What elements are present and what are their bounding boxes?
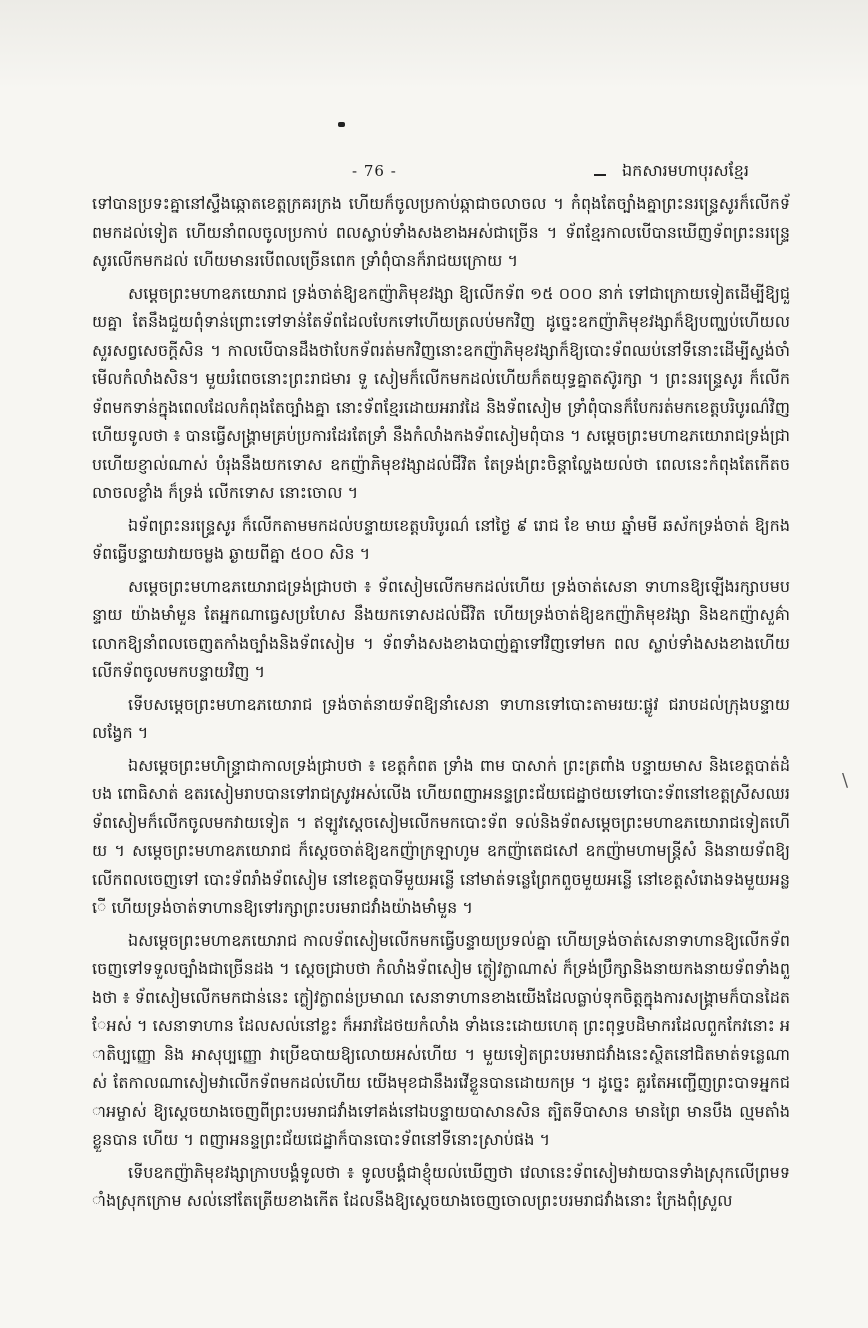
page-header [0, 156, 868, 186]
paragraph: ទៅបានប្រទះគ្នានៅស្ទឹងឆ្កោតខេត្តក្រគរក្រង ហើយក៏ចូលប្រកាប់ឆ្កាជាចលាចល ។ កំពុងតែច្បាំងគ្នាព្រះនរន្ទ្រេសូរក៏លើកទ័ពមកដល់ទៀត ហើយនាំពលចូលប្រកាប់ ពលស្លាប់ទាំងសងខាងអស់ជាច្រើន ។ ទ័ពខ្មែរកាលបើបានឃើញទ័ពព្រះនរន្ទ្រេសូរលើកមកដល់ ហើយមានរបើពលច្រើនពេក ទ្រាំពុំបានក៏រាជយក្រោយ ។ [92, 194, 790, 270]
scan-shade [0, 0, 868, 90]
paragraph: ឯសម្តេចព្រះមហិន្ទ្រាជាកាលទ្រង់ជ្រាបថា ៖ ខេត្តកំពត ទ្រាំង ពាម បាសាក់ ព្រះត្រពាំង បន្ទាយមាស និងខេត្តបាត់ដំបង ពោធិសាត់ ឧតរសៀមរាបបានទៅរាជស្រូវអស់លើង ហើយពញាអនន្ទព្រះជ័យជេដ្ឋាថយទៅបោះទ័ពនៅខេត្តស្រីសឈរ ទ័ពសៀមក៏លើកចូលមកវាយទៀត ។ ឥឡូវស្តេចសៀមលើកមកបោះទ័ព ទល់និងទ័ពសម្តេចព្រះមហាឧភយោរាជទៀតហើយ ។ សម្តេចព្រះមហាឧភយោរាជ ក៏ស្តេចចាត់ឱ្យឧកញ៉ាក្រឡាហូម ឧកញ៉ាតេជសៅ ឧកញ៉ាមហាមន្ត្រីសំ និងនាយទ័ពឱ្យលើកពលចេញទៅ បោះទ័ពរាំងទ័ពសៀម នៅខេត្តបាទីមួយអន្លើ នៅមាត់ទន្លេព្រែកពួចមួយអន្លើ នៅខេត្តសំរោងទងមួយអន្លើ ហើយទ្រង់ចាត់ទាហានឱ្យទៅរក្សាព្រះបរមរាជវាំងយ៉ាងមាំមួន ។ [92, 755, 790, 917]
page-number: - 76 - [352, 162, 397, 180]
ink-mark [338, 122, 345, 127]
running-title: ឯកសារមហាបុរសខ្មែរ [622, 161, 749, 180]
paragraph: សម្តេចព្រះមហាឧភយោរាជទ្រង់ជ្រាបថា ៖ ទ័ពសៀមលើកមកដល់ហើយ ទ្រង់ចាត់សេនា ទាហានឱ្យឡើងរក្សាបមបន្ទាយ យ៉ាងមាំមួន តែអ្នកណាធ្វេសប្រហែស នឹងយកទោសដល់ជីវិត ហើយទ្រង់ចាត់ឱ្យឧកញ៉ាភិមុខវង្សា និងឧកញ៉ាសួគ៌ាលោកឱ្យនាំពលចេញតកាំងច្បាំងនិងទ័ពសៀម ។ ទ័ពទាំងសងខាងបាញ់គ្នាទៅវិញទៅមក ពល ស្លាប់ទាំងសងខាងហើយលើកទ័ពចូលមកបន្ទាយវិញ ។ [92, 576, 790, 681]
paragraph: ទើបសម្តេចព្រះមហាឧភយោរាជ ទ្រង់ចាត់នាយទ័ពឱ្យនាំសេនា ទាហានទៅបោះតាមរយៈផ្លូវ ជរាបដល់ក្រុងបន្ទាយលង្វែក ។ [92, 694, 790, 742]
paragraph: ឯទ័ពព្រះនរន្ទ្រេសូរ ក៏លើកតាមមកដល់បន្ទាយខេត្តបរិបូរណ៌ នៅថ្ងៃ ៩ រោជ ខែ មាឃ ឆ្នាំមមី ឆស័កទ្រង់ចាត់ ឱ្យកងទ័ពធ្វើបន្ទាយវាយចម្លង ឆ្ងាយពីគ្នា ៥០០ សិន ។ [92, 515, 790, 563]
margin-tick-mark: \ [842, 770, 849, 791]
paragraph: ឯសម្តេចព្រះមហាឧភយោរាជ កាលទ័ពសៀមលើកមកធ្វើបន្ទាយប្រទល់គ្នា ហើយទ្រង់ចាត់សេនាទាហានឱ្យលើកទ័ពចេញទៅទទួលច្បាំងជាច្រើនដង ។ ស្តេចជ្រាបថា កំលាំងទ័ពសៀម ក្លៀវក្លាណាស់ ក៏ទ្រង់ប្រឹក្សានិងនាយកងនាយទ័ពទាំងពួងថា ៖ ទ័ពសៀមលើកមកជាន់នេះ ក្លៀវក្លាពន់ប្រមាណ សេនាទាហានខាងយើងដែលធ្លាប់ទុកចិត្តក្នុងការសង្គ្រាមក៏បានដៃតែអស់ ។ សេនាទាហាន ដែលសល់នៅខ្លះ ក៏អរាវដៃថយកំលាំង ទាំងនេះដោយហេតុ ព្រះពុទ្ធបដិមាករដែលពួកកែវនោះ អាតិប្បញ្ញោ និង អាសុប្បញ្ញោ វាប្រើឧបាយឱ្យលោយអស់ហើយ ។ មួយទៀតព្រះបរមរាជវាំងនេះស្ថិតនៅជិតមាត់ទន្លេណាស់ តែកាលណាសៀមវាលើកទ័ពមកដល់ហើយ យើងមុខជានឹងរវើខ្លួនបានដោយកម្រ ។ ដូច្នេះ គួរតែអញ្ជើញព្រះបាទអ្នកជាអម្ចាស់ ឱ្យស្តេចយាងចេញពីព្រះបរមរាជវាំងទៅគង់នៅឯបន្ទាយបាសានសិន ត្បិតទីបាសាន មានព្រៃ មានបឹង ល្មមតាំងខ្លួនបាន ហើយ ។ ពញាអនន្ទព្រះជ័យជេដ្ឋាក៏បានបោះទ័ពនៅទីនោះស្រាប់ផង ។ [92, 930, 790, 1149]
paragraph: ទើបឧកញ៉ាភិមុខវង្សាក្រាបបង្គំទូលថា ៖ ទូលបង្គំជាខ្ញុំយល់ឃើញថា វេលានេះទ័ពសៀមវាយបានទាំងស្រុកលើព្រមទាំងស្រុកក្រោម សល់នៅតែត្រើយខាងកើត ដែលនឹងឱ្យស្តេចយាងចេញចោលព្រះបរមរាជវាំងនោះ ក្រែងពុំស្រួល [92, 1162, 790, 1210]
paragraph: សម្តេចព្រះមហាឧភយោរាជ ទ្រង់ចាត់ឱ្យឧកញ៉ាភិមុខវង្សា ឱ្យលើកទ័ព ១៥ ០០០ នាក់ ទៅជាក្រោយទៀតដើម្បីឱ្យជួយគ្នា តែនឹងជួយពុំទាន់ព្រោះទៅទាន់តែទ័ពដែលបែកទៅហើយត្រលប់មកវិញ ដូច្នេះឧកញ៉ាភិមុខវង្សាក៏ឱ្យបញ្ឈប់ហើយលសួរសព្វសេចក្តីសិន ។ កាលបើបានដឹងថាបែកទ័ពរត់មកវិញនោះឧកញ៉ាភិមុខវង្សាក៏ឱ្យបោះទ័ពឈប់នៅទីនោះដើម្បីស្ទង់ចាំមើលកំលាំងសិន។ មួយរំពេចនោះព្រះរាជមារ ទួ សៀមក៏លើកមកដល់ហើយក៏តយុទ្ធគ្នាតស៊ូរក្សា ។ ព្រះនរន្ទ្រេសូរ ក៏លើកទ័ពមកទាន់ក្នុងពេលដែលកំពុងតែច្បាំងគ្នា នោះទ័ពខ្មែរដោយអរាវដៃ និងទ័ពសៀម ទ្រាំពុំបានក៏បែករត់មកខេត្តបរិបូរណ៌វិញ ហើយទូលថា ៖ បានធ្វើសង្គ្រាមគ្រប់ប្រការដែរតែទ្រាំ នឹងកំលាំងកងទ័ពសៀមពុំបាន ។ សម្តេចព្រះមហាឧភយោរាជទ្រង់ជ្រាបហើយខ្ញាល់ណាស់ បំរុងនឹងយកទោស ឧកញ៉ាភិមុខវង្សាដល់ជីវិត តែទ្រង់ព្រះចិន្តាល្ហែងយល់ថា ពេលនេះកំពុងតែកើតចលាចលខ្លាំង ក៏ទ្រង់ លើកទោស នោះចោល ។ [92, 283, 790, 502]
body-text [92, 190, 790, 1220]
header-dash [594, 174, 606, 176]
